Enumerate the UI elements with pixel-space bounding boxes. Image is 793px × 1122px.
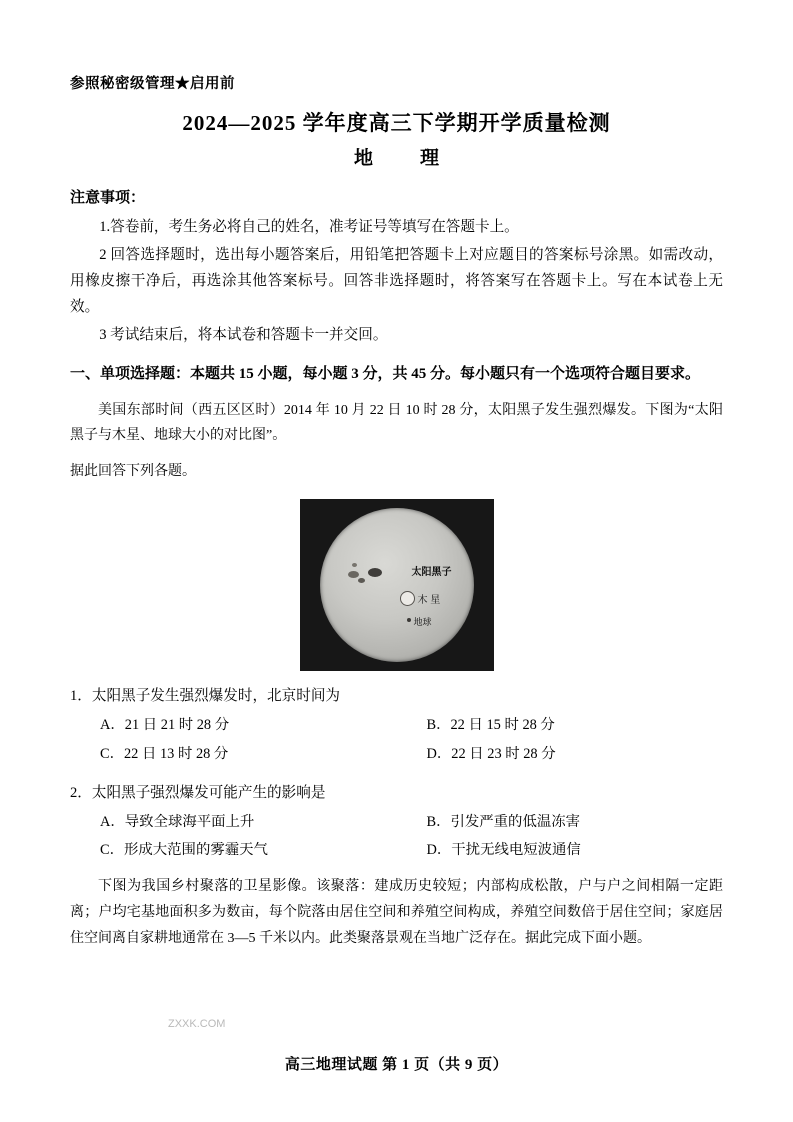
jupiter-circle <box>400 591 415 606</box>
question-1-option-a[interactable]: A．21 日 21 时 28 分 <box>100 717 230 734</box>
figure-label-jupiter: 木 星 <box>417 595 441 607</box>
question-2-option-a[interactable]: A．导致全球海平面上升 <box>100 813 255 830</box>
figure-image <box>300 499 494 671</box>
passage-1-line-2: 据此回答下列各题。 <box>70 464 196 480</box>
notice-heading: 注意事项： <box>70 190 146 206</box>
question-1-number: 1． <box>70 688 92 705</box>
figure-sunspot-comparison <box>70 499 723 671</box>
question-1-option-c[interactable]: C．22 日 13 时 28 分 <box>100 745 229 762</box>
sunspot-mark <box>348 571 359 578</box>
question-1-option-b[interactable]: B．22 日 15 时 28 分 <box>426 717 555 734</box>
sunspot-mark <box>368 568 382 577</box>
earth-circle <box>407 618 411 622</box>
question-2-option-c[interactable]: C．形成大范围的雾霾天气 <box>100 841 268 858</box>
figure-label-sunspot: 太阳黑子 <box>411 567 452 579</box>
notice-item-3: 3 考试结束后，将本试卷和答题卡一并交回。 <box>99 326 388 343</box>
figure-label-earth: 地球 <box>413 617 432 628</box>
notice-item-1: 1.答卷前，考生务必将自己的姓名，准考证号等填写在答题卡上。 <box>99 219 519 235</box>
question-1-stem: 太阳黑子发生强烈爆发时，北京时间为 <box>91 688 341 705</box>
sunspot-mark <box>358 578 365 583</box>
page-footer: 高三地理试题 第 1 页（共 9 页） <box>284 1057 509 1073</box>
passage-1-line-1: 美国东部时间（西五区区时）2014 年 10 月 22 日 10 时 28 分，太阳黑子发生强烈爆发。下图为“太阳黑子与木星、地球大小的对比图”。 <box>70 402 723 444</box>
subject-title: 地 理 <box>353 148 453 169</box>
question-2-number: 2． <box>70 784 92 801</box>
question-1 <box>70 683 723 709</box>
secret-level-line: 参照秘密级管理★启用前 <box>70 76 235 92</box>
question-2-options <box>70 808 723 864</box>
question-2 <box>70 780 723 806</box>
question-2-option-b[interactable]: B．引发严重的低温冻害 <box>426 813 581 830</box>
question-1-options <box>70 711 723 767</box>
page-title: 2024—2025 学年度高三下学期开学质量检测 <box>182 111 611 135</box>
passage-2: 下图为我国乡村聚落的卫星影像。该聚落：建成历史较短；内部构成松散，户与户之间相隔一定距离；户均宅基地面积多为数亩，每个院落由居住空间和养殖空间构成，养殖空间数倍于居住空间；家庭居住空间离自家耕地通常在 3—5 千米以内。此类聚落景观在当地广泛存在。据此完成下面小题。 <box>70 879 723 946</box>
sun-disc <box>320 508 474 662</box>
question-2-stem: 太阳黑子强烈爆发可能产生的影响是 <box>91 784 326 801</box>
question-1-option-d[interactable]: D．22 日 23 时 28 分 <box>426 745 556 762</box>
sunspot-mark <box>352 563 357 567</box>
section-heading: 一、单项选择题：本题共 15 小题，每小题 3 分，共 45 分。每小题只有一个选项符合题目要求。 <box>70 365 701 382</box>
question-2-option-d[interactable]: D．干扰无线电短波通信 <box>426 841 581 858</box>
watermark: ZXXK.COM <box>168 1018 226 1030</box>
notice-item-2: 2 回答选择题时，选出每小题答案后，用铅笔把答题卡上对应题目的答案标号涂黑。如需改动，用橡皮擦干净后，再选涂其他答案标号。回答非选择题时，将答案写在答题卡上。写在本试卷上无效。 <box>70 246 723 315</box>
